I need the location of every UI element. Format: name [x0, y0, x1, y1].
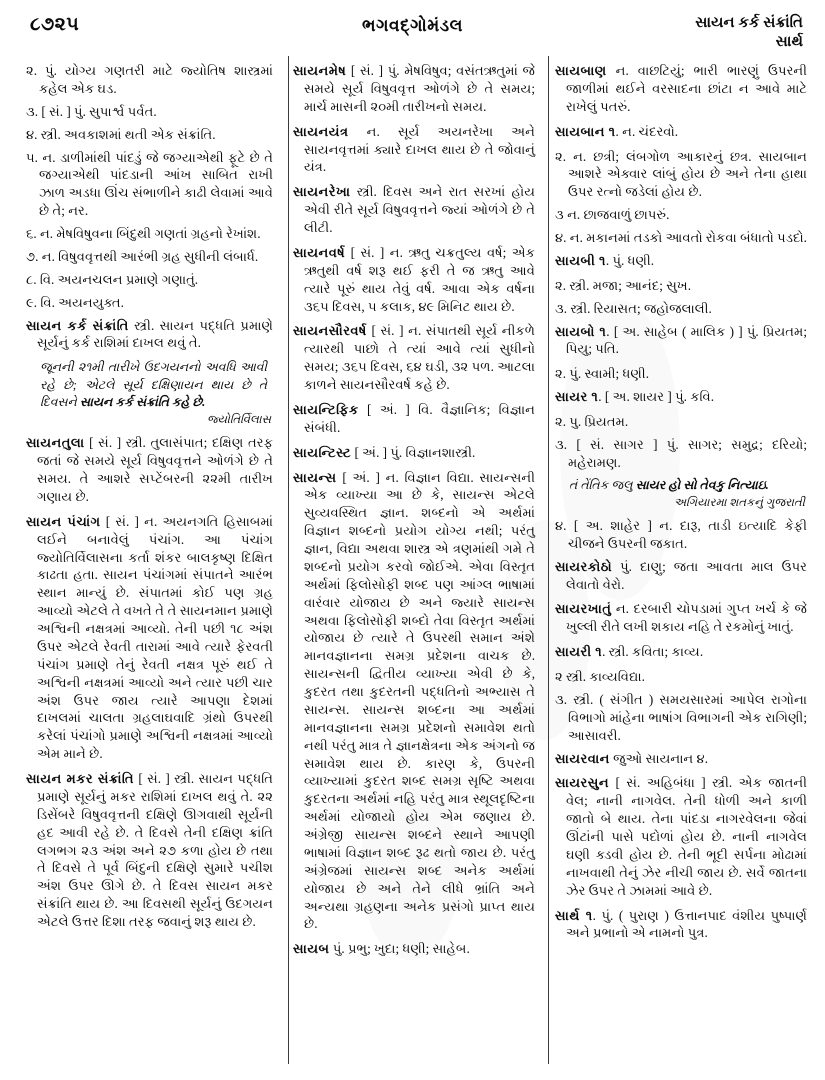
entry-definition: [ અં. ] પું. વિજ્ઞાનશાસ્ત્રી.: [351, 444, 476, 460]
entry-sense: ૩. [ સં. ] પું. સુપાર્શ્વ પર્વત.: [26, 103, 157, 119]
entry-headword: સાયનવર્ષ: [293, 244, 346, 260]
quotation-text: તં તેંતિ‌ક જલુ: [569, 477, 636, 492]
dictionary-entry: [293, 62, 535, 116]
entry-sense: ૬. ન. મેષવિષુવના બિંદુથી ગણતાં ગ્રહનો રેખાંશ.: [26, 226, 261, 241]
running-head-entry: સાયન કર્ક સંક્રાંતિ: [695, 15, 803, 31]
entry-definition: પું. પ્રભુ; ખુદા; ધણી; સાહેબ.: [329, 941, 470, 957]
entry-sense: ૨. પું. સ્વામી; ધણી.: [555, 366, 649, 382]
entry-sense: ૪. ન. મકાનમાં તડકો આવતો રોકવા બંધાતો પડદો.: [555, 230, 807, 245]
page-number: ૮૭૨૫: [30, 14, 80, 35]
dictionary-entry: [555, 388, 807, 406]
entry-definition: . [ અ. સાહેબ ( માલિક ) ] પું. પ્રિયતમ; પિયુ; પતિ.: [566, 323, 808, 357]
entry-headword: સાયબાન ૧: [555, 123, 616, 139]
entry-sense: ૫. ન. ડાળીમાંથી પાંદડું જે જગ્યાએથી ફૂટે છે તે જગ્યાએથી પાંદડાની આંખ સાબિત રાખી ઝાળ અડધા ઊંચ સંભાળીને કાઢી લેવામાં આવે છે તે; નર.: [26, 149, 273, 219]
column-3: [543, 62, 825, 1076]
dictionary-entry: [555, 62, 807, 116]
entry-sense: ૨. સ્ત્રી. મજા; આનંદ; સુખ.: [555, 277, 692, 293]
entry-definition: ન. વાછટિયું; ભારી ભારણું ઉપરની જાળીમાં થઈને વરસાદના છાંટા ન આવે માટે રાખેલું પતરું.: [566, 63, 807, 114]
quotation-headword-highlight: સાયન કર્ક સંક્રાંતિ કહે છે.: [79, 394, 206, 409]
entry-headword: સાયન્સ: [293, 469, 337, 485]
entry-definition: સ્ત્રી. સાયન પદ્ધતિ પ્રમાણે સૂર્યનું કર્ક રાશિમાં દાખલ થવું તે.: [37, 317, 274, 351]
text-columns: [0, 62, 825, 1076]
dictionary-entry: [293, 322, 535, 394]
dictionary-entry: [293, 940, 535, 958]
entry-definition: . ન. ચંદરવો.: [615, 123, 679, 139]
dictionary-entry: [555, 252, 807, 270]
entry-definition: [ સં. અહિબંધા ] સ્ત્રી. એક જાતની વેલ; નાની નાગવેલ. તેની ધોળી અને કાળી જાતો બે થાય. તેના પાંદડા નાગરવેલના જેવાં ઊંટાંની પાસે પદોળાં હોય છે. નાની નાગવેલ ઘણી ક્ડવી હોય છે. તેની ભૂદી સર્પના મોઢામાં નાખવાથી તેનું ઝેર નીચી જાય છે. સર્વે જાતના ઝેર ઉપર તે ઝામમાં આવે છે.: [566, 775, 807, 898]
dictionary-entry: [293, 123, 535, 177]
column-1: [0, 62, 283, 1076]
dictionary-entry: [555, 774, 807, 899]
entry-definition: [ સં. ] ન. અયનગતિ હિસાબમાં લઈને બનાવેલું પંચાંગ. આ પંચાંગ જ્યોતિર્વિલાસના કર્તા શંકર બાલકૃષ્ણ દિક્ષિત કાઢતા હતા. સાયન પંચાંગમાં સંપાતને આરંભ સ્થાન માન્યું છે. સંપાતમાં કોઈ પણ ગ્રહ આવ્યો એટલે તે વખતે તે તે સાયનમાન પ્રમાણે અશ્વિની નક્ષત્રમાં આવ્યો. તેની પછી ૧૮ અંશ ઉપર એટલે રેવતી તારામાં આવે ત્યારે ફેરવતી પંચાંગ પ્રમાણે તેનું રેવતી નક્ષત્ર પૂરું થઈ તે અશ્વિની નક્ષત્રમાં આવ્યો અને ત્યાર પછી ચાર અંશ ઉપર જાય ત્યારે આપણા દેશમાં દાખલમાં ચાલતા ગ્રહલાઘવાદિ ગ્રંથો ઉપરથી કરેલાં પંચાંગો પ્રમાણે અશ્વિની નક્ષત્રમાં આવ્યો એમ માને છે.: [37, 513, 274, 762]
entry-headword: સાયરસુન: [555, 775, 610, 791]
entry-headword: સાયન્ટિસ્ટ: [293, 444, 352, 460]
entry-definition: . પું. ( પુરાણ ) ઉત્તાનપાદ વંશીય પુષ્પાર્ણ અને પ્રભાનો એ નામનો પુત્ર.: [566, 907, 808, 941]
entry-definition: . સ્ત્રી. કવિતા; કાવ્ય.: [602, 644, 704, 660]
entry-sense: ૨ સ્ત્રી. કાવ્યવિદ્યા.: [555, 669, 645, 685]
dictionary-entry: [555, 750, 807, 768]
entry-sense: ૩ ન. છાજવાળું છાપરું.: [555, 207, 670, 223]
entry-headword: સાયરવાન: [555, 750, 610, 766]
quotation-text: જૂનની ૨૧મી તારીખે ઉદગયનનો અવધિ આવી રહે છે; એટલે સૂર્ય દક્ષિણાયન થાય છે તે દિવસને: [40, 360, 267, 409]
column-2: [283, 62, 543, 1076]
entry-definition: [ સં. ] પું. મેષવિષુવ; વસંતઋતુમાં જે સમયે સૂર્ય વિષુવવૃત્ત ઓળંગે છે તે સમય; માર્ચ માસની ૨૦મી તારીખનો સમય.: [304, 63, 535, 114]
entry-sense: ૯. વિ. અયનયુક્ત.: [26, 294, 124, 310]
entry-definition: ન. સૂર્ય અયનરેખા અને સાયનવૃત્તમાં ક્યારે દાખલ થાય છે તે જોવાનું યંત્ર.: [304, 123, 535, 175]
entry-definition: ન. દરબારી ચોપડામાં ગુપ્ત ખર્ચ કે જે ખુલ્લી રીતે લખી શકાય નહિ તે રકમોનું ખાતું.: [566, 601, 807, 635]
dictionary-entry: [26, 513, 273, 763]
entry-sense: ૩. સ્ત્રી. રિયાસત; જહોજલાલી.: [555, 300, 712, 316]
running-head-subtitle: સાર્થ: [775, 33, 803, 50]
entry-sense: ૩. સ્ત્રી. ( સંગીત ) સમયસારમાં આપેલ રાગોના વિભાગો માંહેના ભાષાંગ વિભાગની એક રાગિણી; આસાવરી.: [555, 691, 807, 743]
dictionary-entry: [555, 643, 807, 661]
entry-headword: સાયન કર્ક સંક્રાંતિ: [26, 317, 129, 333]
entry-sense: ૭. ન. વિષુવવૃત્તથી આરંભી ગ્રહ સુધીની લંબાર્ધ.: [26, 248, 259, 264]
entry-headword: સાયબાણ: [555, 63, 607, 78]
entry-headword: સાયર ૧: [555, 389, 599, 405]
quotation-headword-highlight: સાયર હો સો તેવકુ નિત્યાઇ.: [635, 477, 769, 492]
entry-sense: ૪. [ અ. શાહેર ] ન. દારૂ, તાડી ઇત્યાદિ કેફી ચીજને ઉપરની જકાત.: [555, 517, 807, 551]
entry-definition: પું. દાણુ; જતા આવતા માલ ઉપર લેવાતો વેરો.: [566, 558, 807, 592]
quotation-source: જ્યોતિર્વિલાસ: [206, 413, 271, 427]
dictionary-entry: [26, 317, 273, 353]
dictionary-entry: [26, 434, 273, 506]
entry-definition: [ અં. ] વિ. વૈજ્ઞાનિક; વિજ્ઞાન સંબંધી.: [304, 401, 535, 435]
book-title: ભગવદ્ગોમંડલ: [362, 16, 463, 35]
entry-definition: [ સં. ] ન. ઋતુ ચક્રતુલ્ય વર્ષ; એક ઋતુથી વર્ષ શરૂ થઈ ફરી તે જ ઋતુ આવે ત્યારે પૂરું થાય તેવું વર્ષ. આવા એક વર્ષના ૩૬૫ દિવસ, ૫ કલાક, ૪૯ મિનિટ થાય છે.: [304, 244, 535, 314]
dictionary-entry: [555, 907, 807, 943]
entry-definition: જુઓ સાયનાન ૪.: [609, 750, 709, 766]
dictionary-entry: [293, 401, 535, 437]
entry-definition: [ સં. ] સ્ત્રી. સાયન પદ્ધતિ પ્રમાણે સૂર્યનું મકર રાશિમાં દાખલ થવું તે. ૨૨ ડિસેંબરે વિષુવવૃત્તની દક્ષિણે ઊગવાથી સૂર્યની હદ આવી રહે છે. તે દિવસે તેની દક્ષિણ ક્રાંતિ લગભગ ૨૩ અંશ અને ૨૭ કળા હોય છે તથા તે દિવસે તે પૂર્વ બિંદુની દક્ષિણે સુમારે પચીશ અંશ ઉપર ઊગે છે. તે દિવસ સાયન મકર સંક્રાંતિ થાય છે. આ દિવસથી સૂર્યનું ઉદગયન એટલે ઉત્તર દિશા તરફ જવાનું શરૂ થાય છે.: [37, 771, 273, 930]
entry-headword: સાયન્ટિફિક: [293, 401, 359, 417]
entry-headword: સાયનતુલા: [26, 435, 85, 451]
entry-definition: . પું. ધણી.: [605, 252, 655, 268]
entry-headword: સાયનરેખા: [293, 184, 351, 200]
entry-headword: સાયબો ૧: [555, 323, 607, 339]
entry-headword: સાર્થ ૧: [555, 907, 593, 923]
entry-definition: [ સં. ] સ્ત્રી. તુલાસંપાત; દક્ષિણ તરફ જતાં જે સમયે સૂર્ય વિષુવવૃત્તને ઓળંગે છે તે સમય. તે આશરે સપ્ટેંબરની ૨૨મી તારીખ ગણાય છે.: [37, 435, 273, 504]
entry-sense: ૮. વિ. અયનચલન પ્રમાણે ગણાતું.: [26, 271, 199, 287]
usage-quotation: [26, 359, 273, 411]
entry-headword: સાયન મકર સંક્રાંતિ: [26, 771, 135, 787]
dictionary-entry: [293, 469, 535, 934]
entry-sense: ૩. [ સં. સાગર ] પું. સાગર; સમુદ્ર; દરિયો; મહેરામણ.: [555, 436, 807, 470]
entry-headword: સાયનમેષ: [293, 63, 347, 78]
entry-definition: . [ અ. શાયર ] પું. કવિ.: [598, 389, 715, 405]
entry-definition: [ અં. ] ન. વિજ્ઞાન વિદ્યા. સાયન્સની એક વ્યાખ્યા આ છે કે, સાયન્સ એટલે સુવ્યવસ્થિત જ્ઞાન. શબ્દનો એ અર્થમાં વિજ્ઞાન શબ્દનો પ્રયોગ યોગ્ય નથી; પરંતુ જ્ઞાન, વિદ્યા અથવા શાસ્ત્ર એ ત્રણમાંથી ગમે તે શબ્દનો પ્રયોગ કરવો જોઈએ. એવા વિસ્તૃત અર્થમાં ફિલોસોફી શબ્દ પણ આંગ્લ ભાષામાં વારંવાર યોજાય છે અને જ્યારે સાયન્સ અથવા ફિલોસોફી શબ્દો તેવા વિસ્તૃત અર્થમાં યોજાય છે ત્યારે તે ઉપરથી સમાન અંશે માનવજ્ઞાનના સમગ્ર પ્રદેશના વાચક છે. સાયન્સની દ્વિતીય વ્યાખ્યા એવી છે કે, કુદરત તથા કુદરતની પદ્ધતિનો અભ્યાસ તે સાયન્સ. સાયન્સ શબ્દના આ અર્થમાં માનવજ્ઞાનના સમગ્ર પ્રદેશનો સમાવેશ થતો નથી પરંતુ માત્ર તે જ્ઞાનક્ષેત્રના એક અંગનો જ સમાવેશ થાય છે. કારણ કે, ઉપરની વ્યાખ્યામાં કુદરત શબ્દ સમગ્ર સૃષ્ટિ અથવા કુદરતના અર્થમાં નહિ પરંતુ માત્ર સ્થૂલદૃષ્ટિના અર્થમાં યોજાયો હોય એમ જણાય છે. અંગ્રેજી સાયન્સ શબ્દને સ્થાને આપણી ભાષામાં વિજ્ઞાન શબ્દ રૂઢ થતો જાય છે. પરંતુ અંગ્રેજમાં સાયન્સ શબ્દ અનેક અર્થમાં યોજાય છે અને તેને લીધે ભ્રાંતિ અને અન્યથા ગ્રહણના અનેક પ્રસંગો પ્રાપ્ત થાય છે.: [304, 469, 535, 932]
running-head-right: [695, 14, 803, 52]
entry-headword: સાયરખાતું: [555, 601, 612, 617]
entry-headword: સાયન પંચાંગ: [26, 513, 101, 529]
quotation-source: અગિયારમા શતકનું ગુજરાતી: [673, 495, 805, 509]
dictionary-entry: [555, 323, 807, 359]
entry-headword: સાયનયંત્ર: [293, 123, 349, 139]
dictionary-entry: [26, 770, 273, 931]
usage-quotation: [555, 477, 807, 494]
entry-definition: [ સં. ] ન. સંપાતથી સૂર્ય નીકળે ત્યારથી પાછો તે ત્યાં આવે ત્યાં સુધીનો સમય; ૩૬૫ દિવસ, ૬૪ ઘડી, ૩૨ પળ. આટલા કાળને સાયનસૌરવર્ષ કહે છે.: [304, 323, 535, 392]
dictionary-entry: [555, 558, 807, 594]
entry-headword: સાયનસૌરવર્ષ: [293, 323, 367, 339]
dictionary-entry: [293, 244, 535, 316]
entry-sense: ૪. સ્ત્રી. અવકાશમાં થતી એક સંક્રાંતિ.: [26, 126, 216, 142]
entry-headword: સાયરી ૧: [555, 644, 603, 660]
entry-definition: સ્ત્રી. દિવસ અને રાત સરખાં હોય એવી રીતે સૂર્ય વિષુવવૃત્તને જ્યાં ઓળંગે છે તે લીટી.: [304, 184, 535, 235]
entry-sense: ૨. પુ. પ્રિયતમ.: [555, 414, 629, 429]
entry-sense: ૨. પું. યોગ્ય ગણતરી માટે જ્યોતિષ શાસ્ત્રમાં કહેલ એક ઘડ.: [26, 63, 273, 96]
running-head: [0, 14, 825, 60]
dictionary-entry: [555, 600, 807, 636]
dictionary-entry: [555, 123, 807, 141]
entry-sense: ૨. ન. છત્રી; લંબગોળ આકારનું છત્ર. સાયબાન આશરે એક્વાર લાંબું હોય છે અને તેના હાથા ઉપર રત્નો જડેલાં હોય છે.: [555, 148, 807, 200]
entry-headword: સાયબી ૧: [555, 252, 606, 268]
dictionary-entry: [293, 183, 535, 237]
entry-headword: સાયબ: [293, 941, 330, 957]
entry-headword: સાયરકોઠો: [555, 558, 613, 574]
dictionary-entry: [293, 444, 535, 462]
